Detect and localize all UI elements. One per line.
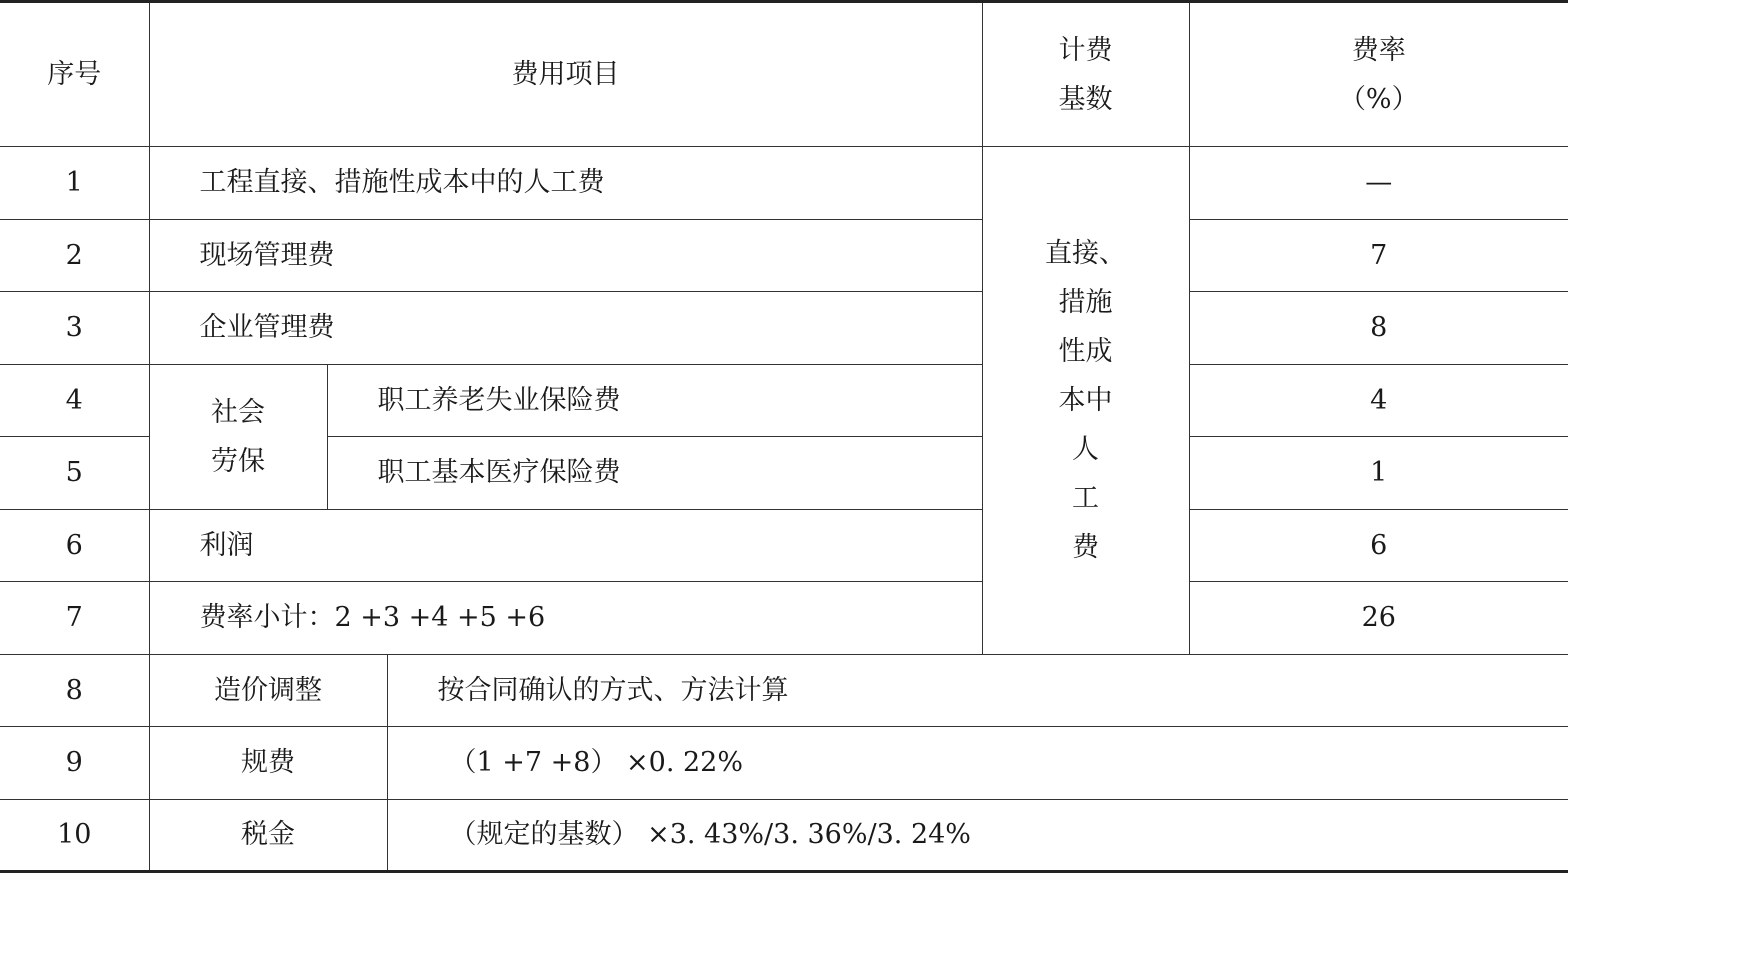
row-seq: 5 [0, 437, 149, 510]
group-line1: 社会 [211, 396, 265, 428]
row-seq: 10 [0, 799, 149, 872]
row-rate: 6 [1189, 509, 1568, 582]
table-header-row [0, 2, 1568, 147]
table-row [0, 727, 1568, 800]
row-item: 企业管理费 [149, 292, 982, 365]
table-row [0, 654, 1568, 727]
row-item: 造价调整 [149, 654, 387, 727]
header-base-line2: 基数 [1058, 83, 1113, 115]
row-rate: — [1189, 147, 1568, 220]
base-line: 人 [1072, 433, 1100, 465]
row-item: 职工基本医疗保险费 [327, 437, 982, 510]
row-seq: 3 [0, 292, 149, 365]
row-seq: 4 [0, 364, 149, 437]
header-base-line1: 计费 [1058, 34, 1113, 66]
base-merged-cell [982, 147, 1189, 655]
row-item: 规费 [149, 727, 387, 800]
table-row [0, 799, 1568, 872]
row-seq: 6 [0, 509, 149, 582]
header-base [982, 2, 1189, 147]
header-rate [1189, 2, 1568, 147]
row-seq: 1 [0, 147, 149, 220]
header-item: 费用项目 [149, 2, 982, 147]
header-seq: 序号 [0, 2, 149, 147]
table-row [0, 364, 1568, 437]
row-item: 现场管理费 [149, 219, 982, 292]
row-item: 职工养老失业保险费 [327, 364, 982, 437]
group-social-insurance [149, 364, 327, 509]
table-row [0, 292, 1568, 365]
base-line: 费 [1072, 531, 1100, 563]
row-rate: 4 [1189, 364, 1568, 437]
row-desc: 按合同确认的方式、方法计算 [387, 654, 1568, 727]
row-desc: （1 +7 +8） ×0. 22% [387, 727, 1568, 800]
base-line: 工 [1072, 482, 1100, 514]
row-desc: （规定的基数） ×3. 43%/3. 36%/3. 24% [387, 799, 1568, 872]
base-line: 措施 [1058, 286, 1113, 318]
row-rate: 8 [1189, 292, 1568, 365]
table-row [0, 582, 1568, 655]
row-item: 费率小计：2 +3 +4 +5 +6 [149, 582, 982, 655]
base-line: 性成 [1058, 335, 1113, 367]
row-seq: 8 [0, 654, 149, 727]
row-rate: 26 [1189, 582, 1568, 655]
header-rate-line2: （%） [1338, 83, 1419, 115]
row-seq: 9 [0, 727, 149, 800]
row-item: 工程直接、措施性成本中的人工费 [149, 147, 982, 220]
table-row [0, 509, 1568, 582]
header-rate-line1: 费率 [1351, 34, 1406, 66]
table-row [0, 219, 1568, 292]
base-line: 本中 [1058, 384, 1113, 416]
row-seq: 2 [0, 219, 149, 292]
group-line2: 劳保 [211, 445, 265, 477]
row-item: 利润 [149, 509, 982, 582]
base-line: 直接、 [1045, 237, 1127, 269]
row-rate: 1 [1189, 437, 1568, 510]
row-seq: 7 [0, 582, 149, 655]
row-rate: 7 [1189, 219, 1568, 292]
table-row [0, 147, 1568, 220]
row-item: 税金 [149, 799, 387, 872]
